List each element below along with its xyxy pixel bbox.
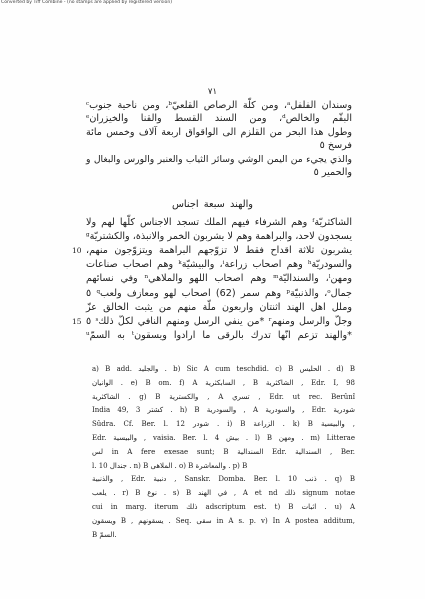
footnote-line: a) B add. والجليد . b) Sic A cum teschdid. c) B الحليس . d) B xyxy=(92,365,355,373)
text-line xyxy=(86,245,352,257)
text-run: جمال xyxy=(330,287,352,299)
footnote-marker: c xyxy=(86,101,90,107)
text-line xyxy=(86,302,352,314)
text-run: يشربون ثلاثة اقداح فقط لا تزوّجهم البراهمة ويتزوّجون منهم، xyxy=(86,245,352,257)
footnote-marker: h xyxy=(307,260,312,267)
footnote-marker: f xyxy=(312,218,315,224)
footnote-marker: a xyxy=(287,101,291,107)
footnote-marker: u xyxy=(86,330,90,337)
footnote-marker: k xyxy=(178,260,182,267)
text-run: وسندان الفلفل xyxy=(290,100,352,111)
footnote-line: India 49, 3 كشتر . h) B والسودرية , A والسودرية , Edr. شودرية xyxy=(92,406,355,415)
text-run: يسجدون لاحد، والبراهمة وهم لا يشربون الخمر والانبذة، والكشتريّة xyxy=(89,231,352,243)
text-run: ٥ xyxy=(86,315,96,327)
text-run: به السمّ xyxy=(89,329,132,341)
section-heading: والهند سبعة اجناس xyxy=(171,199,254,210)
footnote-line: الشاكثرية . g) B والكسترية , A تسري , Edr. ut rec. Berûnî xyxy=(92,392,355,401)
text-run: الشاكثريّة xyxy=(314,217,352,228)
text-run: ، والبيشيّة xyxy=(181,259,223,271)
footnote-line: B السمّ. xyxy=(92,530,117,539)
margin-line-number-10: 10 xyxy=(72,246,82,255)
text-line xyxy=(86,316,352,328)
text-run: ، ومن ناحية جنوب xyxy=(89,100,169,111)
text-run: وهم الشرفاء فيهم الملك تسجد الاجناس كلّها لهم ولا xyxy=(86,217,313,228)
page-number: ٧١ xyxy=(207,87,218,97)
text-run: وجلّ والرسل ومنهم xyxy=(271,315,352,327)
footnote-line: الوانيان . e) B om. f) A السابكثرية , B الشاكثرية , Edr. I, 98 xyxy=(92,378,356,387)
text-line xyxy=(86,127,352,139)
text-line xyxy=(86,100,352,112)
footnote-marker: i xyxy=(222,260,225,267)
text-run: وفي نسائهم xyxy=(86,273,145,285)
text-run: ، والذنبيّة xyxy=(290,287,328,299)
footnote-marker: r xyxy=(268,316,272,323)
footnote-marker: g xyxy=(86,232,90,239)
text-line xyxy=(86,288,352,300)
footnote-marker: d xyxy=(282,114,286,121)
footnote-marker: t xyxy=(131,330,135,337)
footnote-line: يلعب . r) B نوع . s) B في الهند , A et nd ذلك signum notae xyxy=(92,489,355,498)
footnote-marker: q xyxy=(96,288,101,295)
footnote-line: Sûdra. Cf. Ber. l. 12 شودر . i) B الزراعة . k) B والبيسية , xyxy=(92,420,355,429)
text-run: ، ومن كلّة الرصاص القلعيّ xyxy=(171,100,288,111)
text-line xyxy=(86,154,352,166)
footnote-line: Edr. والبيسية , vaisia. Ber. l. 4 بيش . l) B ومهن . m) Litterae xyxy=(92,434,356,442)
text-run: والسودريّة xyxy=(311,259,352,271)
text-run: وهم سمر (62) اصحاب لهو ومعازف ولعب xyxy=(100,287,287,299)
text-run: وملل اهل الهند اثنتان واربعون ملّة منهم من يثبت الخالق عزّ xyxy=(86,301,352,313)
footnote-line: لس in A fere exesae sunt; B السندالية Edr. السندالية , Ber. xyxy=(92,447,356,456)
footnote-line: cui in marg. iterum ذلك adscriptum est. t) B اثبات . u) A xyxy=(92,503,356,511)
footnote-line: والذنبية , Edr. دنبية , Sanskr. Domba. Ber. l. 10 ذنب . q) B xyxy=(92,475,356,484)
text-line xyxy=(86,330,352,342)
text-run: البقّم والخالص xyxy=(285,113,352,125)
footnote-marker: s xyxy=(95,316,99,323)
footnote-marker: n xyxy=(144,274,149,281)
text-run: ومهن xyxy=(330,273,352,285)
margin-line-number-15: 15 xyxy=(72,317,82,326)
text-run: والذي يجيء من اليمن الوشي وسائر الثياب والعنبر والورس والبغال و xyxy=(86,153,352,165)
text-line xyxy=(86,113,352,125)
text-run: والحمير ٥ xyxy=(313,167,352,178)
text-run: وهم اصحاب اللهو والملاهي xyxy=(148,273,274,285)
text-run: *من ينفي الرسل ومنهم النافي لكلّ ذلك xyxy=(98,315,269,327)
scan-converter-header: Converted by Tiff Combine - (no stamps are applied by registered version) xyxy=(1,0,173,5)
text-run: وهم اصحاب صناعات xyxy=(86,259,179,271)
text-line xyxy=(86,273,352,285)
footnote-marker: m xyxy=(273,274,279,281)
text-run: ٥ xyxy=(86,287,97,299)
footnote-marker: p xyxy=(286,288,290,295)
footnote-marker: l xyxy=(328,274,331,281)
text-run: فرسخ ٥ xyxy=(319,140,352,152)
footnote-marker: o xyxy=(327,288,331,295)
text-line xyxy=(86,259,352,271)
footnote-line: l. 10 جندال . n) B الملاهى . o) B والمعاشرة . p) B xyxy=(92,461,248,470)
text-run: وهم اصحاب زراعة xyxy=(224,259,308,271)
text-run: وطول هذا البحر من القلزم الى الواقواق اربعة آلاف وخمس مائة xyxy=(86,126,352,138)
footnote-marker: b xyxy=(168,101,172,107)
text-run: ، والسنداليّة xyxy=(278,273,329,285)
text-line xyxy=(86,217,352,229)
text-line xyxy=(86,167,352,179)
footnote-marker: e xyxy=(86,114,90,121)
text-line xyxy=(86,231,352,243)
text-run: *والهند تزعم انّها تدرك بالرقى ما ارادوا ويسقون xyxy=(134,329,352,341)
text-line xyxy=(86,140,352,152)
footnote-line: ويسقون B , يسقونهم . Seq. سقى in A s. p. v) In A postea additum, xyxy=(92,516,356,525)
text-run: ، ومن السند القسط والقنا والخيزران xyxy=(89,113,283,125)
